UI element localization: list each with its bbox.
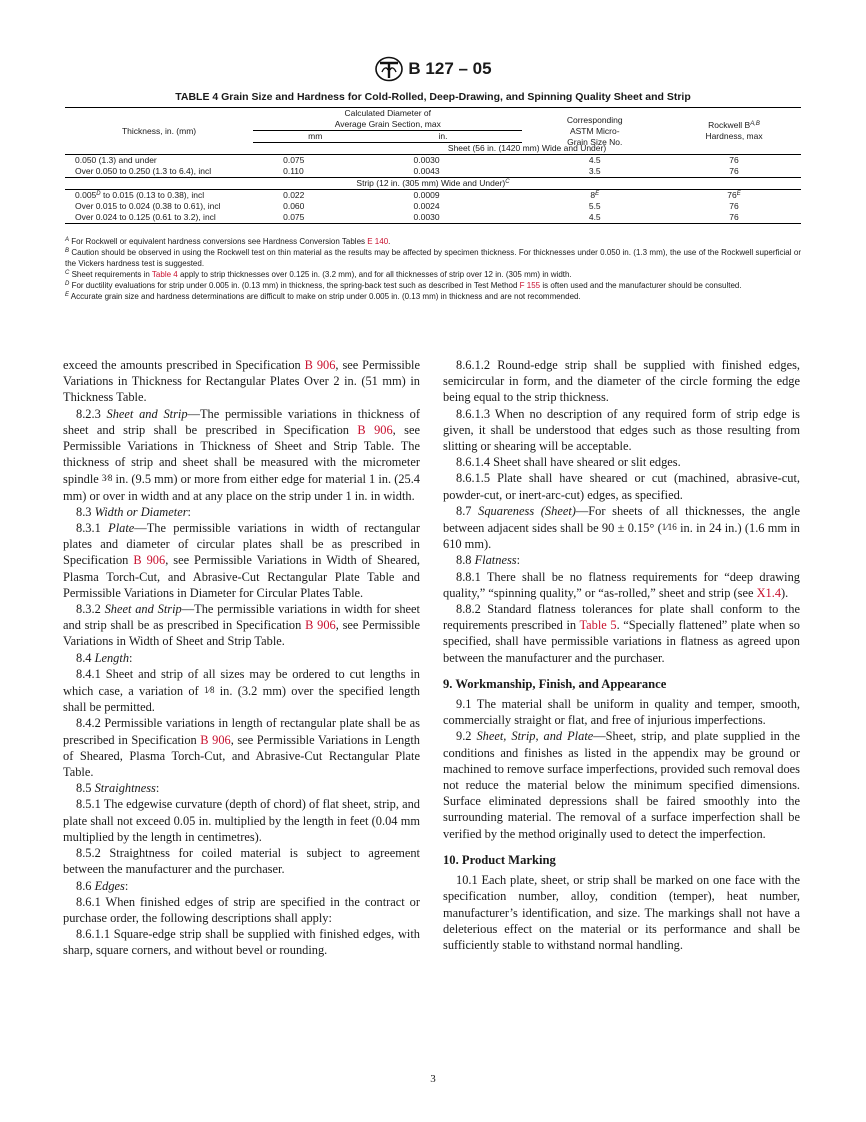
text: , see Permissible Variations in Thickness for Rectangular Plates Over 2 in. (51 mm) in Thickness Table. — [63, 358, 420, 405]
link-f155[interactable]: F 155 — [519, 281, 541, 290]
cell-hardness: 76 — [667, 166, 801, 178]
text: : — [124, 878, 129, 893]
section-title: Length — [94, 650, 130, 665]
table-row — [65, 155, 801, 167]
text: . “Specially flattened” plate when so specified, shall have permissible variations in flatness as agreed upon between the manufacturer and the purchaser. — [443, 618, 800, 665]
cell-thickness: Over 0.050 to 0.250 (1.3 to 6.4), incl — [65, 166, 253, 178]
link-b906[interactable]: B 906 — [304, 358, 336, 372]
rockwell-footnote-mark: A,B — [750, 121, 760, 127]
text: ). — [781, 585, 789, 600]
text: , see Permissible Variations in Width of Sheared, Plasma Torch-Cut, and Abrasive-Cut Rectangular Plate Table and Permissible Variations in Diameter for Circular Plates Table. — [63, 553, 420, 600]
page-header — [0, 56, 866, 84]
hardness-footnote-mark: E — [736, 191, 741, 197]
section-title: Width or Diameter — [94, 504, 188, 519]
col-header-in: in. — [384, 131, 523, 143]
text: —Sheet, strip, and plate supplied in the conditions and finishes as listed in the appendix may be ground or machined to remove surface imperfections, provided such removal does not reduce the material below the minimum specified dimensions. Surface eliminated depressions shall be faired smoothly into the surrounding material. The removal of a surface imperfection shall be verified by the method originally used to detect the imperfection. — [443, 729, 800, 841]
footnote-mark: A — [65, 237, 70, 243]
table-row — [65, 201, 801, 212]
cell-thickness-a: 0.005 — [75, 190, 97, 200]
section-title: Sheet and Strip — [104, 602, 182, 617]
link-e140[interactable]: E 140 — [367, 237, 389, 246]
fraction: 3⁄8 — [101, 473, 113, 484]
text: : — [516, 553, 521, 568]
section-number: 8.2.3 — [76, 406, 107, 421]
cell-hardness-value: 76 — [727, 190, 737, 200]
text: 8.4.1 Sheet and strip of all sizes may be ordered to cut lengths in which case, a variation of — [63, 666, 420, 699]
paragraph-8-6-1-3: 8.6.1.3 When no description of any required form of strip edge is given, it shall be understood that edges such as those resulting from slitting or shearing will be acceptable. — [443, 406, 800, 454]
footnote-mark: D — [65, 281, 70, 287]
paragraph-8-3 — [63, 504, 420, 520]
thickness-footnote-mark: D — [96, 191, 101, 197]
col-header-mm: mm — [253, 131, 383, 143]
footnote-a — [65, 236, 801, 247]
text: , see Permissible Variations in Thickness of Sheet and Strip Table. The thickness of strip and sheet shall be measured with the micrometer spindle — [63, 422, 420, 487]
section-title: Sheet and Strip — [106, 406, 188, 421]
footnote-text: Accurate grain size and hardness determinations are difficult to make on strip under 0.005 in. (0.13 mm) in thickness and are not recommended. — [69, 292, 581, 301]
text: , see Permissible Variations in Length of Sheared, Plasma Torch-Cut, and Abrasive-Cut Rectangular Plate Table. — [63, 732, 421, 780]
left-column — [63, 357, 420, 959]
section-number: 8.3 — [76, 504, 95, 519]
paragraph-8-5-1: 8.5.1 The edgewise curvature (depth of chord) of flat sheet, strip, and plate shall not exceed 0.05 in. multiplied by the length in feet (0.04 mm multiplied by the length in centimetres). — [63, 797, 420, 844]
col-header-diameter-l2: Average Grain Section, max — [334, 119, 441, 129]
col-header-diameter-l1: Calculated Diameter of — [344, 108, 432, 118]
footnote-text: Caution should be observed in using the Rockwell test on thin material as the results may be affected by specimen thickness. For thicknesses under 0.050 in. (1.3 mm), the use of the Rockwell superficial or the Vickers hardness test is suggested. — [65, 248, 801, 268]
footnote-d — [65, 280, 801, 291]
paragraph-8-6-1-2: 8.6.1.2 Round-edge strip shall be supplied with finished edges, semicircular in form, and the diameter of the circle forming the edge being equal to the strip thickness. — [443, 358, 800, 405]
table-footnotes — [65, 236, 801, 302]
paragraph-8-5 — [63, 780, 420, 796]
right-column — [443, 357, 800, 953]
section-title: Squareness (Sheet) — [478, 503, 576, 518]
link-table-5[interactable]: Table 5 — [579, 618, 617, 633]
footnote-text: . — [388, 237, 391, 246]
paragraph-9-2 — [443, 728, 800, 841]
paragraph-8-6-1: 8.6.1 When finished edges of strip are specified in the contract or purchase order, the following descriptions shall apply: — [63, 894, 420, 925]
footnote-text: For Rockwell or equivalent hardness conversions see Hardness Conversion Tables — [69, 237, 368, 246]
paragraph-10-1: 10.1 Each plate, sheet, or strip shall be marked on one face with the specification number, alloy, condition (temper), heat number, manufacturer’s identification, and size. The markings shall not have a deleterious effect on the material or its performance and shall be sufficiently stable to withstand normal handling. — [443, 873, 800, 952]
section-title: Plate — [108, 521, 135, 536]
col-header-thickness: Thickness, in. (mm) — [65, 108, 253, 155]
paragraph-8-4-1 — [63, 666, 420, 716]
section-number: 8.5 — [76, 781, 95, 796]
cell-grain: 4.5 — [588, 155, 601, 165]
cell-grain-value: 8 — [590, 190, 596, 200]
link-x1-4[interactable]: X1.4 — [756, 585, 782, 600]
table-row — [65, 190, 801, 202]
text: exceed the amounts prescribed in Specification — [63, 358, 305, 372]
col-header-rockwell-l2: Hardness, max — [705, 131, 763, 141]
cell-mm: 0.110 — [253, 166, 383, 178]
footnote-text: apply to strip thicknesses over 0.125 in. (3.2 mm), and for all thicknesses of strip over 12 in. (305 mm) in width. — [177, 270, 572, 279]
cell-thickness: 0.050 (1.3) and under — [75, 155, 157, 165]
section-number: 8.3.1 — [76, 521, 109, 536]
paragraph-8-6-1-4: 8.6.1.4 Sheet shall have sheared or slit edges. — [456, 455, 681, 470]
cell-hardness — [667, 190, 801, 202]
footnote-text: is often used and the manufacturer should be consulted. — [540, 281, 742, 290]
section-title: Straightness — [94, 781, 156, 796]
cell-mm: 0.060 — [283, 201, 305, 211]
link-b906[interactable]: B 906 — [200, 732, 231, 747]
table-title: TABLE 4 Grain Size and Hardness for Cold-Rolled, Deep-Drawing, and Spinning Quality Sheet and Strip — [175, 91, 691, 103]
cell-grain: 4.5 — [522, 212, 667, 224]
text: : — [187, 504, 191, 519]
text: —For sheets of all thicknesses, the angle between adjacent sides shall be 90 ± 0.15° ( — [443, 503, 800, 536]
cell-mm: 0.022 — [283, 190, 305, 200]
cell-in: 0.0030 — [413, 155, 440, 165]
section-number: 8.7 — [456, 503, 479, 518]
footnote-text: For ductility evaluations for strip under 0.005 in. (0.13 mm) in thickness, the spring-back test such as described in Test Method — [69, 281, 520, 290]
paragraph-8-6-1-1: 8.6.1.1 Square-edge strip shall be supplied with finished edges, with sharp, square corners, and without bevel or rounding. — [63, 927, 420, 958]
astm-logo-icon — [374, 56, 404, 82]
text: 8.4.2 Permissible variations in length of rectangular plate shall be as prescribed in Specification — [63, 716, 420, 747]
link-b906[interactable]: B 906 — [357, 422, 393, 437]
footnote-text: Sheet requirements in — [69, 270, 152, 279]
cell-thickness-b: to 0.015 (0.13 to 0.38), incl — [100, 190, 205, 200]
cell-thickness: Over 0.024 to 0.125 (0.61 to 3.2), incl — [65, 212, 253, 224]
paragraph-8-8 — [443, 552, 800, 568]
cell-in: 0.0030 — [384, 212, 523, 224]
text: : — [155, 781, 160, 796]
footnote-mark: C — [65, 270, 70, 276]
text: 8.8.1 There shall be no flatness requirements for “deep drawing quality,” “spinning quality,” or “as-rolled,” sheet and strip (see — [443, 569, 800, 600]
fraction: 1⁄8 — [203, 685, 215, 696]
grain-size-table — [65, 107, 801, 224]
text: : — [129, 650, 133, 665]
text: —The permissible variations in thickness of sheet and strip shall be prescribed in Specification — [63, 406, 420, 437]
footnote-mark: E — [65, 292, 70, 298]
cell-thickness: Over 0.015 to 0.024 (0.38 to 0.61), incl — [75, 201, 221, 211]
strip-section-header — [65, 178, 801, 190]
cell-grain — [522, 190, 667, 202]
section-title: Edges — [94, 878, 125, 893]
cell-thickness — [65, 190, 253, 202]
paragraph-8-7 — [443, 503, 800, 553]
section-title: Flatness — [474, 553, 517, 568]
paragraph-8-4-2 — [63, 715, 420, 780]
col-header-astm-l2: ASTM Micro- — [569, 125, 620, 136]
cell-in: 0.0024 — [413, 201, 440, 211]
text: in. in 24 in.) (1.6 mm in 610 mm). — [443, 521, 801, 552]
paragraph — [63, 357, 420, 406]
cell-grain: 3.5 — [522, 166, 667, 178]
paragraph-8-3-2 — [63, 601, 420, 650]
sheet-section-header: Sheet (56 in. (1420 mm) Wide and Under) — [253, 143, 801, 155]
standard-designation: B 127 – 05 — [408, 59, 492, 78]
paragraph-8-8-2 — [443, 601, 800, 666]
col-header-diameter — [253, 108, 522, 131]
paragraph-8-5-2: 8.5.2 Straightness for coiled material is subject to agreement between the manufacturer and the purchaser. — [63, 846, 420, 877]
link-table-4[interactable]: Table 4 — [151, 270, 178, 279]
cell-hardness: 76 — [729, 201, 739, 211]
table-row — [65, 212, 801, 224]
text: in. (9.5 mm) or more from either edge for material 1 in. (25.4 mm) or over in width and at any place on the strip under 1 in. in width. — [63, 472, 421, 503]
section-number: 8.4 — [76, 650, 95, 665]
text: —The permissible variations in width of rectangular plates and diameter of circular plates shall be as prescribed in Specification — [63, 521, 420, 568]
paragraph-8-2-3 — [63, 406, 420, 504]
footnote-c — [65, 269, 801, 280]
paragraph-8-8-1 — [443, 569, 800, 601]
paragraph-8-3-1 — [63, 520, 420, 601]
col-header-astm-l3: Grain Size No. — [567, 136, 623, 147]
text: in. (3.2 mm) over the specified length shall be permitted. — [63, 684, 420, 715]
section-title: Sheet, Strip, and Plate — [476, 729, 594, 744]
cell-in: 0.0043 — [384, 166, 523, 178]
footnote-b — [65, 247, 801, 269]
fraction: 1⁄16 — [661, 522, 677, 533]
cell-hardness: 76 — [729, 155, 739, 165]
cell-grain: 5.5 — [588, 201, 601, 211]
section-heading-9: 9. Workmanship, Finish, and Appearance — [443, 676, 667, 691]
section-number: 8.6 — [76, 878, 95, 893]
cell-hardness: 76 — [667, 212, 801, 224]
footnote-e — [65, 291, 801, 302]
col-header-rockwell-l1: Rockwell B — [708, 120, 751, 130]
link-b906[interactable]: B 906 — [133, 553, 166, 568]
paragraph-9-1: 9.1 The material shall be uniform in quality and temper, smooth, commercially straight or flat, and free of injurious imperfections. — [443, 697, 800, 728]
paragraph-8-6-1-5: 8.6.1.5 Plate shall have sheared or cut (machined, abrasive-cut, powder-cut, or inert-arc-cut) edges, as specified. — [443, 471, 800, 502]
cell-mm: 0.075 — [283, 155, 305, 165]
text: , see Permissible Variations in Width of Sheet and Strip Table. — [63, 618, 420, 649]
text: —The permissible variations in width for sheet and strip shall be as prescribed in Specification — [63, 602, 420, 633]
col-header-astm-l1: Corresponding — [566, 114, 623, 125]
text: 8.8.2 Standard flatness tolerances for plate shall conform to the requirements prescribed in — [443, 602, 800, 633]
section-number: 9.2 — [456, 729, 477, 744]
paragraph-8-6 — [63, 878, 420, 894]
paragraph-8-4 — [63, 650, 420, 666]
link-b906[interactable]: B 906 — [305, 618, 336, 633]
section-number: 8.8 — [456, 553, 475, 568]
cell-mm: 0.075 — [253, 212, 383, 224]
table-row — [65, 166, 801, 178]
strip-section-header-text: Strip (12 in. (305 mm) Wide and Under) — [356, 178, 506, 188]
section-number: 8.3.2 — [76, 602, 105, 617]
section-heading-10: 10. Product Marking — [443, 852, 556, 867]
strip-footnote-mark: C — [505, 179, 510, 185]
cell-in: 0.0009 — [413, 190, 440, 200]
page-number: 3 — [430, 1073, 436, 1085]
footnote-mark: B — [65, 248, 70, 254]
grain-footnote-mark: E — [595, 191, 600, 197]
